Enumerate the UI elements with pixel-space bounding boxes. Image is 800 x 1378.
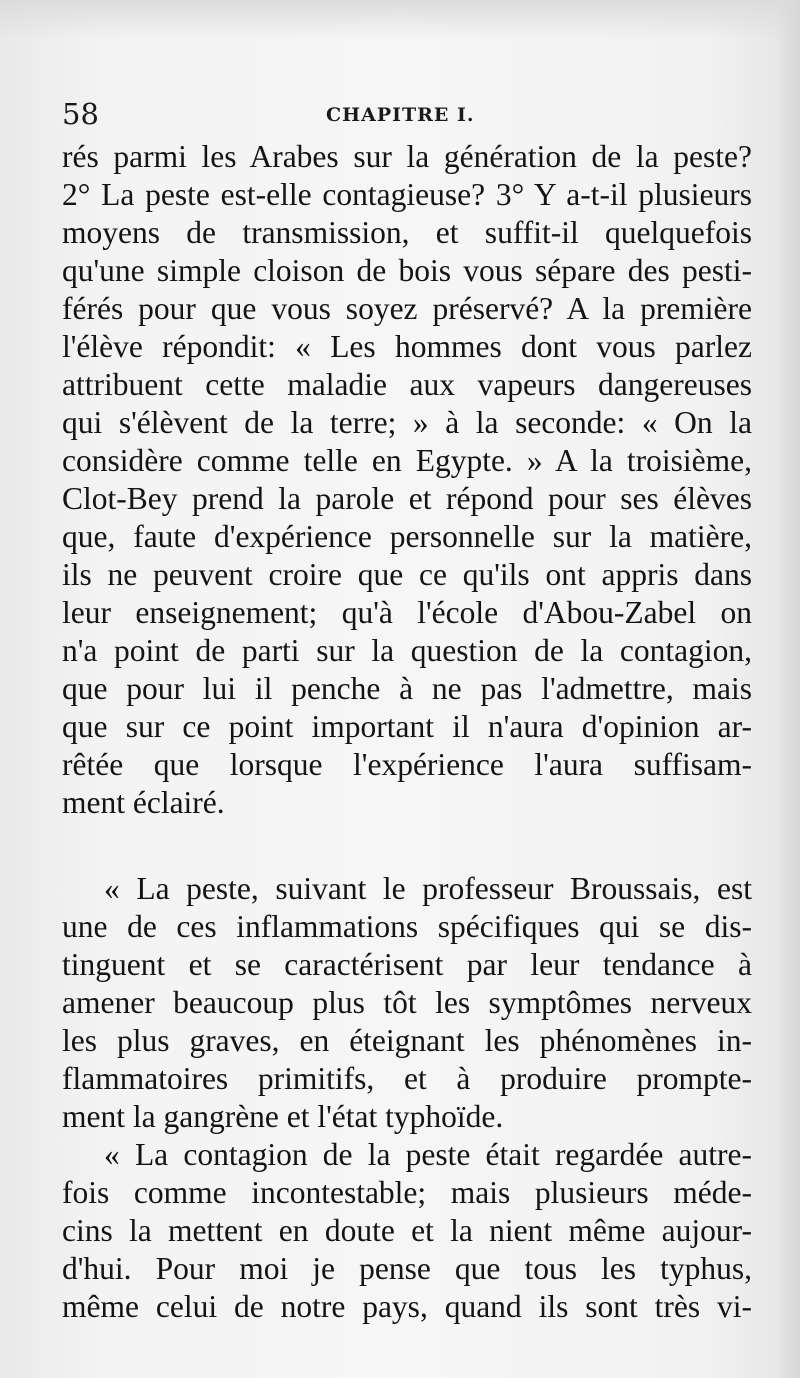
text-line: l'élève répondit: « Les hommes dont vous parlez: [62, 329, 752, 364]
text-line: 2° La peste est-elle contagieuse? 3° Y a-t-il plusieurs: [62, 177, 752, 212]
text-line: Clot-Bey prend la parole et répond pour ses élèves: [62, 481, 752, 516]
text-line: « La peste, suivant le professeur Broussais, est: [104, 871, 752, 906]
running-head: CHAPITRE I.: [326, 104, 475, 126]
text-line: même celui de notre pays, quand ils sont très vi-: [62, 1289, 752, 1324]
text-line: cins la mettent en doute et la nient même aujour-: [62, 1213, 752, 1248]
text-line: rêtée que lorsque l'expérience l'aura suffisam-: [62, 747, 752, 782]
text-line: fois comme incontestable; mais plusieurs méde-: [62, 1175, 752, 1210]
page-number: 58: [62, 97, 99, 131]
paragraph-gap: [62, 822, 752, 870]
text-line: que pour lui il penche à ne pas l'admettre, mais: [62, 671, 752, 706]
text-line: tinguent et se caractérisent par leur tendance à: [62, 947, 752, 982]
text-line: une de ces inflammations spécifiques qui se dis-: [62, 909, 752, 944]
text-line: qu'une simple cloison de bois vous sépare des pesti-: [62, 253, 752, 288]
text-line: attribuent cette maladie aux vapeurs dangereuses: [62, 367, 752, 402]
text-line: ment éclairé.: [62, 785, 225, 820]
text-line: ment la gangrène et l'état typhoïde.: [62, 1099, 504, 1134]
text-line: amener beaucoup plus tôt les symptômes nerveux: [62, 985, 752, 1020]
text-line: « La contagion de la peste était regardée autre-: [104, 1137, 752, 1172]
text-line: que, faute d'expérience personnelle sur la matière,: [62, 519, 752, 554]
text-line: ils ne peuvent croire que ce qu'ils ont appris dans: [62, 557, 752, 592]
text-line: férés pour que vous soyez préservé? A la première: [62, 291, 752, 326]
text-line: d'hui. Pour moi je pense que tous les typhus,: [62, 1251, 752, 1286]
text-line: flammatoires primitifs, et à produire prompte-: [62, 1061, 752, 1096]
text-line: moyens de transmission, et suffit-il quelquefois: [62, 215, 752, 250]
text-line: qui s'élèvent de la terre; » à la seconde: « On la: [62, 405, 752, 440]
text-line: rés parmi les Arabes sur la génération de la peste?: [62, 139, 752, 174]
body-text: [62, 138, 752, 1326]
text-line: leur enseignement; qu'à l'école d'Abou-Zabel on: [62, 595, 752, 630]
text-line: que sur ce point important il n'aura d'opinion ar-: [62, 709, 752, 744]
text-line: n'a point de parti sur la question de la contagion,: [62, 633, 752, 668]
page-shadow-top: [0, 0, 800, 40]
page-shadow-right: [776, 0, 800, 1378]
text-line: considère comme telle en Egypte. » A la troisième,: [62, 443, 752, 478]
page-header: [62, 94, 752, 134]
text-line: les plus graves, en éteignant les phénomènes in-: [62, 1023, 752, 1058]
